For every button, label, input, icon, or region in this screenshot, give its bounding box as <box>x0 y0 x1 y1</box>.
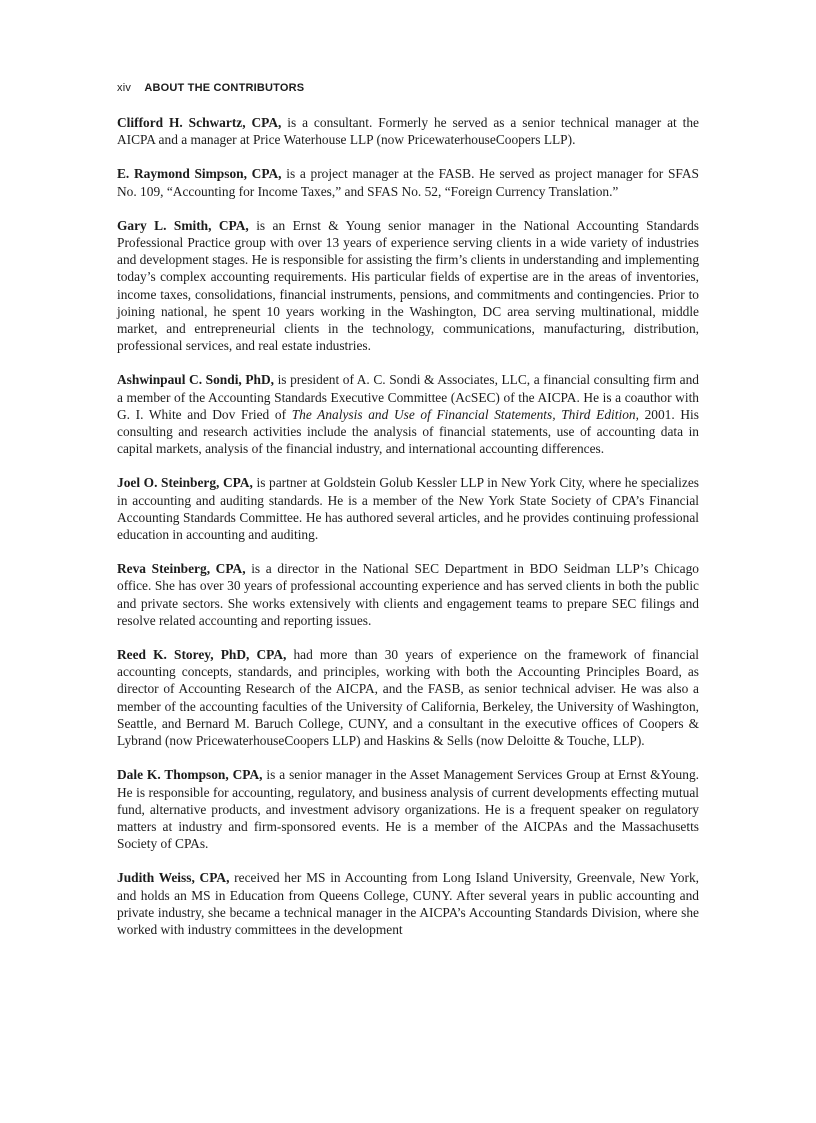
contributor-name: Gary L. Smith, CPA, <box>117 217 249 233</box>
contributor-entry-simpson <box>117 165 699 199</box>
contributor-name: Ashwinpaul C. Sondi, PhD, <box>117 372 274 388</box>
contributor-entry-thompson <box>117 766 699 852</box>
contributor-name: Judith Weiss, CPA, <box>117 870 230 886</box>
contributor-entry-schwartz <box>117 114 699 148</box>
contributor-bio: is partner at Goldstein Golub Kessler LLP in New York City, where he specializes in accounting and auditing standards. He is a member of the New York State Society of CPA’s Financial Accounting Standards Committee. He has authored several articles, and he provides continuing professional education in accounting and auditing. <box>117 475 699 543</box>
contributor-bio: is a project manager at the FASB. He served as project manager for SFAS No. 109, “Accounting for Income Taxes,” and SFAS No. 52, “Foreign Currency Translation.” <box>117 166 699 199</box>
contributor-bio: is president of A. C. Sondi & Associates, LLC, a financial consulting firm and a member of the Accounting Standards Executive Committee (AcSEC) of the AICPA. He is a coauthor with G. I. White and Dov Fried of <box>117 372 700 422</box>
contributor-entry-storey <box>117 646 699 749</box>
contributor-bio: had more than 30 years of experience on the framework of financial accounting concepts, standards, and principles, working with both the Accounting Principles Board, as director of Accounting Research of the AICPA, and the FASB, as senior technical adviser. He was also a member of the accounting faculties of the University of California, Berkeley, the University of Washington, Seattle, and Bernard M. Baruch College, CUNY, and a consultant in the executive offices of Coopers & Lybrand (now PricewaterhouseCoopers LLP) and Haskins & Sells (now Deloitte & Touche, LLP). <box>117 647 700 749</box>
contributor-bio: received her MS in Accounting from Long Island University, Greenvale, New York, and holds an MS in Education from Queens College, CUNY. After several years in public accounting and private industry, she became a technical manager in the AICPA’s Accounting Standards Division, where she worked with industry committees in the development <box>117 870 699 937</box>
contributor-bio: is a director in the National SEC Department in BDO Seidman LLP’s Chicago office. She has over 30 years of professional accounting experience and has served clients in both the public and private sectors. She works extensively with clients and engagement teams to prepare SEC filings and resolve related accounting and reporting issues. <box>117 561 699 628</box>
running-head-title: ABOUT THE CONTRIBUTORS <box>144 82 305 94</box>
contributor-bio: is a senior manager in the Asset Management Services Group at Ernst &Young. He is responsible for accounting, regulatory, and business analysis of current developments effecting mutual fund, alternative products, and investment advisory organizations. He is a frequent speaker on regulatory matters at industry and firm-sponsored events. He is a member of the AICPAs and the Massachusetts Society of CPAs. <box>117 767 699 852</box>
contributor-name: Joel O. Steinberg, CPA, <box>117 475 253 491</box>
page-number: xiv <box>117 82 132 94</box>
running-head <box>117 80 699 96</box>
contributor-name: Reed K. Storey, PhD, CPA, <box>117 647 287 663</box>
contributor-bio: is an Ernst & Young senior manager in the National Accounting Standards Professional Practice group with over 13 years of experience serving clients in a wide variety of industries and development stages. He is responsible for assisting the firm’s clients in understanding and implementing today’s complex accounting requirements. His particular fields of expertise are in the areas of inventories, income taxes, consolidations, financial instruments, pensions, and commitments and contingencies. Prior to joining national, he spent 10 years working in the Washington, DC area serving multinational, middle market, and entrepreneurial clients in the technology, communications, manufacturing, distribution, professional services, and real estate industries. <box>117 217 700 354</box>
contributor-entry-reva-steinberg <box>117 560 699 629</box>
contributor-entry-weiss <box>117 869 699 938</box>
contributor-name: Reva Steinberg, CPA, <box>117 561 246 577</box>
contributor-name: Clifford H. Schwartz, CPA, <box>117 115 282 130</box>
contributor-entry-joel-steinberg <box>117 474 699 543</box>
book-title: The Analysis and Use of Financial Statements, Third Edition <box>291 406 636 422</box>
contributor-entry-smith <box>117 217 699 355</box>
document-page <box>117 80 699 955</box>
contributor-bio-continued: , 2001. His consulting and research activities include the analysis of financial statements, use of accounting data in capital markets, analysis of the financial industry, and international accounting differences. <box>117 406 699 457</box>
contributor-bio: is a consultant. Formerly he served as a senior technical manager at the AICPA and a manager at Price Waterhouse LLP (now PricewaterhouseCoopers LLP). <box>117 115 699 148</box>
contributor-name: Dale K. Thompson, CPA, <box>117 767 263 783</box>
contributor-entry-sondi <box>117 371 699 457</box>
contributor-name: E. Raymond Simpson, CPA, <box>117 166 282 182</box>
